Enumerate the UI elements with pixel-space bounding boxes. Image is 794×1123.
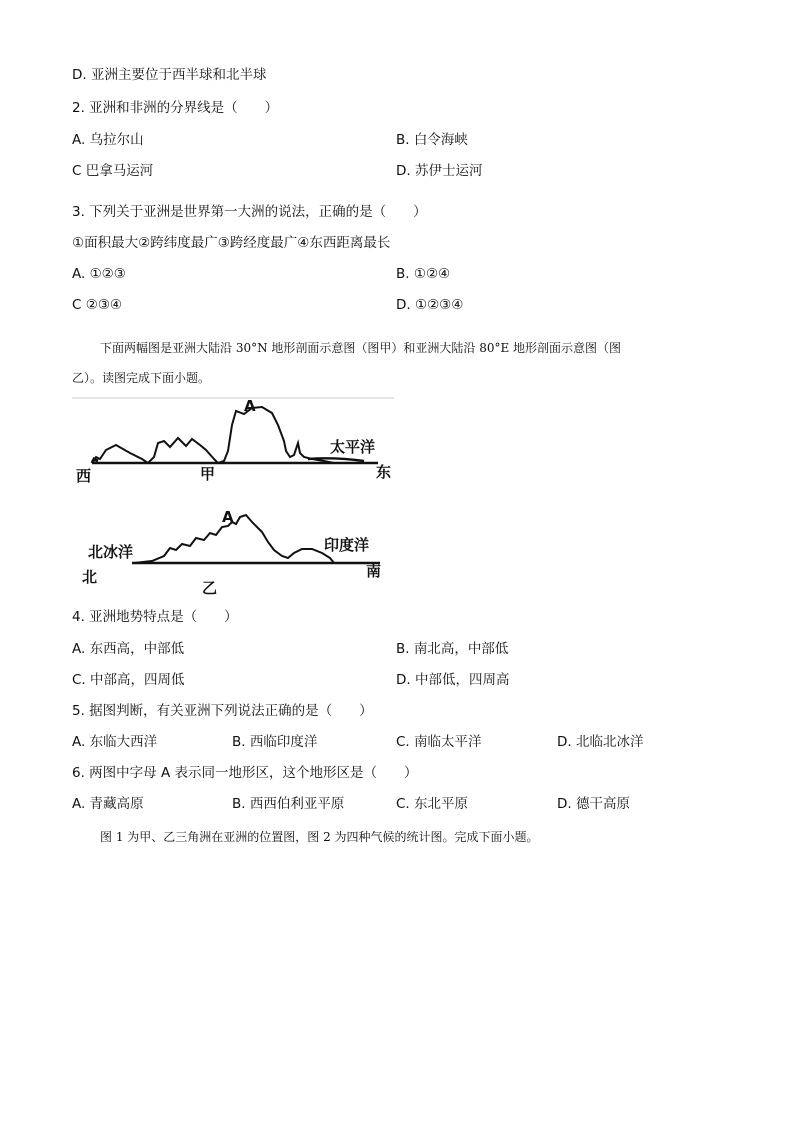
q2-stem: 2. 亚洲和非洲的分界线是（ ） <box>72 100 279 116</box>
q3-option-a: A. ①②③ <box>72 266 126 282</box>
q1-option-d: D. 亚洲主要位于西半球和北半球 <box>72 67 267 83</box>
q6-option-d: D. 德干高原 <box>557 796 630 812</box>
q3-option-c: C ②③④ <box>72 297 123 313</box>
intro-figures-line2: 乙）。读图完成下面小题。 <box>72 371 211 385</box>
figure-caption-jia: 甲 <box>200 465 216 483</box>
figure-yi-svg <box>72 500 397 600</box>
q4-option-c: C. 中部高，四周低 <box>72 672 185 688</box>
q3-option-d: D. ①②③④ <box>396 297 464 313</box>
q6-option-b: B. 西西伯利亚平原 <box>232 796 345 812</box>
terrain-profile-yi <box>134 515 334 563</box>
q6-stem: 6. 两图中字母 A 表示同一地形区，这个地形区是（ ） <box>72 765 418 781</box>
direction-north: 北 <box>82 568 98 586</box>
ocean-label-arctic: 北冰洋 <box>88 543 134 561</box>
figure-caption-yi: 乙 <box>202 579 218 597</box>
q6-option-c: C. 东北平原 <box>396 796 469 812</box>
intro-climate: 图 1 为甲、乙三角洲在亚洲的位置图，图 2 为四种气候的统计图。完成下面小题。 <box>100 830 539 844</box>
peak-label-a: A <box>222 508 234 526</box>
q2-option-c: C 巴拿马运河 <box>72 163 154 179</box>
figure-jia <box>72 395 397 490</box>
q5-option-d: D. 北临北冰洋 <box>557 734 644 750</box>
q5-option-a: A. 东临大西洋 <box>72 734 158 750</box>
q2-option-d: D. 苏伊士运河 <box>396 163 483 179</box>
direction-west: 西 <box>76 467 92 485</box>
q3-stem: 3. 下列关于亚洲是世界第一大洲的说法，正确的是（ ） <box>72 204 427 220</box>
terrain-profile-jia <box>92 407 334 463</box>
intro-figures-line1: 下面两幅图是亚洲大陆沿 30°N 地形剖面示意图（图甲）和亚洲大陆沿 80°E 地形剖面示意图（图 <box>100 341 622 355</box>
direction-east: 东 <box>376 463 392 481</box>
q3-statements: ①面积最大②跨纬度最广③跨经度最广④东西距离最长 <box>72 235 391 251</box>
q5-stem: 5. 据图判断，有关亚洲下列说法正确的是（ ） <box>72 703 373 719</box>
q4-stem: 4. 亚洲地势特点是（ ） <box>72 609 238 625</box>
ocean-label-indian: 印度洋 <box>324 536 370 554</box>
q4-option-b: B. 南北高，中部低 <box>396 641 509 657</box>
q2-option-a: A. 乌拉尔山 <box>72 132 144 148</box>
q2-option-b: B. 白令海峡 <box>396 132 468 148</box>
q5-option-b: B. 西临印度洋 <box>232 734 318 750</box>
q6-option-a: A. 青藏高原 <box>72 796 144 812</box>
q4-option-d: D. 中部低，四周高 <box>396 672 510 688</box>
peak-label-a: A <box>244 397 256 415</box>
q4-option-a: A. 东西高，中部低 <box>72 641 185 657</box>
q3-option-b: B. ①②④ <box>396 266 451 282</box>
direction-south: 南 <box>366 562 382 580</box>
ocean-label-pacific: 太平洋 <box>330 438 376 456</box>
figure-yi <box>72 500 397 600</box>
q5-option-c: C. 南临太平洋 <box>396 734 482 750</box>
figure-jia-svg <box>72 395 397 490</box>
